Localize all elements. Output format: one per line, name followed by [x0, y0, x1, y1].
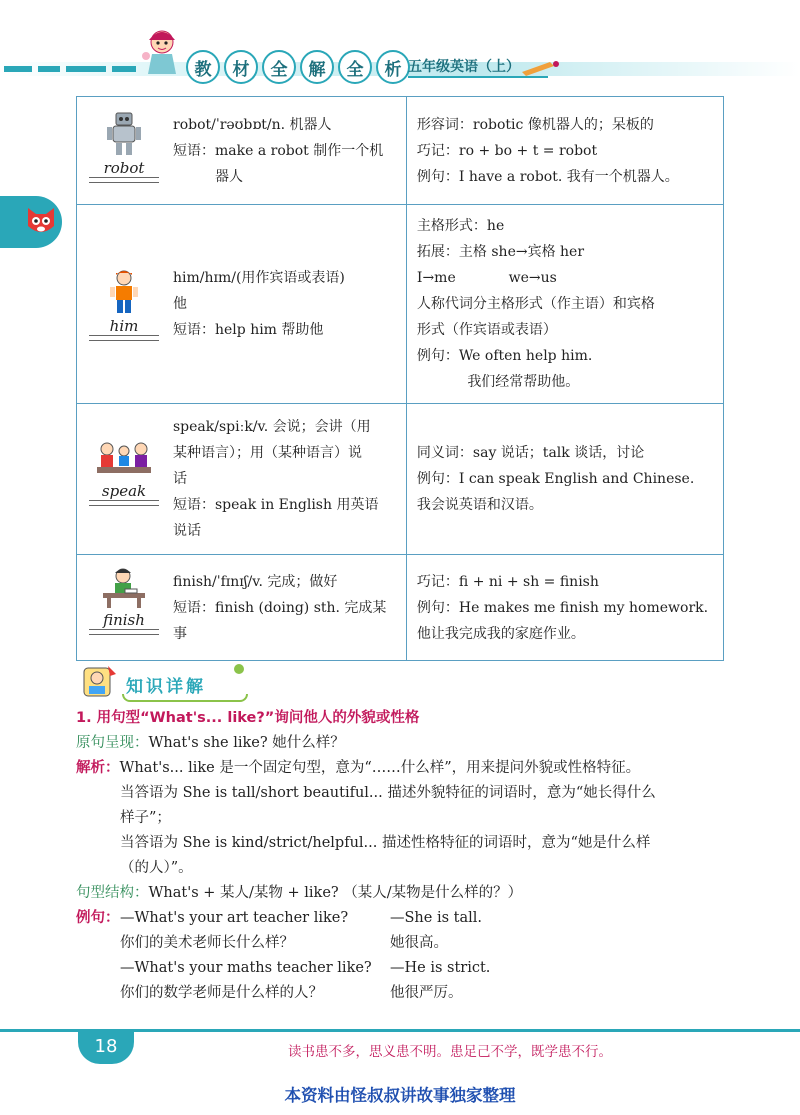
- example-row: [76, 956, 736, 981]
- mascot-girl-icon: [140, 26, 184, 78]
- note-line: 例句：I have a robot. 我有一个机器人。: [416, 168, 679, 185]
- chapter-side-tab: [0, 196, 62, 248]
- vocab-table: [76, 96, 724, 661]
- note-line: 巧记：ro + bo + t = robot: [416, 142, 598, 159]
- word-card-label: speak: [89, 482, 159, 501]
- people-talking-icon: [95, 440, 153, 480]
- example-answer: 他很严厉。: [390, 985, 463, 1001]
- definition-line: robot/ˈrəʊbɒt/n. 机器人: [173, 116, 332, 133]
- vocab-row: [77, 97, 724, 205]
- robot-icon: [105, 111, 143, 157]
- title-char: 解: [300, 50, 334, 84]
- note-line: 人称代词分主格形式（作主语）和宾格: [416, 296, 655, 312]
- note-line: 巧记：fi + ni + sh = finish: [416, 573, 599, 590]
- original-sentence: [76, 731, 736, 756]
- title-char: 析: [376, 50, 410, 84]
- note-line: 形式（作宾语或表语）: [416, 322, 557, 338]
- phrase-line: 短语：help him 帮助他: [173, 322, 324, 338]
- example-translation: 他让我完成我的家庭作业。: [416, 625, 585, 642]
- vocab-right-cell: [406, 97, 723, 205]
- word-card: [89, 567, 159, 635]
- boy-icon: [106, 269, 142, 315]
- vocab-row: [77, 205, 724, 404]
- header-dash: [112, 66, 136, 72]
- vocab-right-cell: [406, 555, 723, 661]
- note-line: 同义词：say 说话；talk 谈话，讨论: [416, 445, 645, 461]
- phrase-line: 短语：finish (doing) sth. 完成某: [173, 599, 387, 616]
- analysis-line: 当答语为 She is tall/short beautiful... 描述外貌特征的词语时，意为“她长得什么: [120, 785, 656, 801]
- structure-label: 句型结构：: [76, 885, 149, 901]
- grade-label: 五年级英语（上）: [408, 59, 520, 75]
- phrase-line: 事: [173, 625, 187, 642]
- word-card: [89, 269, 159, 341]
- vocab-definition: [173, 102, 406, 200]
- point-title: 1. 用句型“What's... like?”询问他人的外貌或性格: [76, 710, 420, 726]
- word-card-label: him: [89, 317, 159, 336]
- example-question: —What's your art teacher like?: [120, 910, 349, 926]
- phrase-line: 说话: [173, 523, 201, 539]
- phrase-line: 短语：make a robot 制作一个机: [173, 142, 384, 159]
- vocab-left-cell: [77, 555, 407, 661]
- vocab-right-cell: [406, 404, 723, 555]
- analysis-line: （的人）”。: [120, 860, 193, 876]
- definition-line: him/hɪm/(用作宾语或表语): [173, 270, 345, 286]
- title-char: 全: [338, 50, 372, 84]
- vocab-row: [77, 555, 724, 661]
- analysis-line: 解析：What's... like 是一个固定句型，意为“……什么样”，用来提问外貌或性格特征。: [76, 760, 641, 776]
- vocab-row: [77, 404, 724, 555]
- page-number: 18: [78, 1032, 134, 1064]
- example-row: [76, 981, 736, 1006]
- section-title: 知识详解: [126, 677, 206, 697]
- note-line: I→me we→us: [416, 270, 557, 286]
- vocab-right-cell: [406, 205, 723, 404]
- vocab-definition: [173, 255, 406, 353]
- structure-line: [76, 881, 736, 906]
- example-line: 例句：I can speak English and Chinese.: [416, 471, 695, 487]
- vocab-left-cell: [77, 97, 407, 205]
- header-dash: [4, 66, 32, 72]
- definition-line: 某种语言）；用（某种语言）说: [173, 445, 362, 461]
- fox-mascot-icon: [24, 204, 58, 238]
- definition-line: 他: [173, 296, 187, 312]
- section-title-underline: [122, 694, 248, 702]
- footer-motto: 读书患不多，思义患不明。患足己不学，既学患不行。: [288, 1044, 612, 1060]
- example-question: 你们的数学老师是什么样的人？: [120, 985, 323, 1001]
- definition-line: speak/spiːk/v. 会说；会讲（用: [173, 419, 371, 435]
- analysis-line: 样子”；: [120, 810, 171, 826]
- original-label: 原句呈现：: [76, 735, 149, 751]
- example-answer: 她很高。: [390, 935, 448, 951]
- example-label: 例句：: [76, 910, 120, 926]
- example-row: [76, 931, 736, 956]
- vocab-left-cell: [77, 404, 407, 555]
- note-line: 主格形式：he: [416, 218, 505, 234]
- example-line: 例句：We often help him.: [416, 348, 593, 364]
- title-char: 材: [224, 50, 258, 84]
- analysis-label: 解析：: [76, 760, 120, 776]
- header-dash: [38, 66, 60, 72]
- example-question: —What's your maths teacher like?: [120, 960, 372, 976]
- structure-text: What's + 某人/某物 + like? （某人/某物是什么样的？）: [148, 885, 523, 901]
- pencil-icon: [520, 58, 560, 76]
- vocab-left-cell: [77, 205, 407, 404]
- definition-line: finish/ˈfɪnɪʃ/v. 完成；做好: [173, 573, 338, 590]
- header-dash: [66, 66, 106, 72]
- example-translation: 我们经常帮助他。: [467, 374, 580, 390]
- analysis-line: 当答语为 She is kind/strict/helpful... 描述性格特征的词语时，意为“她是什么样: [120, 835, 651, 851]
- example-line: 例句：He makes me finish my homework.: [416, 599, 709, 616]
- grade-underline: [408, 76, 548, 78]
- example-answer: —He is strict.: [390, 960, 491, 976]
- example-question: 你们的美术老师长什么样？: [120, 935, 294, 951]
- note-line: 形容词：robotic 像机器人的；呆板的: [416, 116, 654, 133]
- example-row: [76, 906, 736, 931]
- word-card: [89, 111, 159, 183]
- word-card-label: robot: [89, 159, 159, 178]
- note-line: 拓展：主格 she→宾格 her: [416, 244, 585, 260]
- word-card: [89, 440, 159, 506]
- example-translation: 我会说英语和汉语。: [416, 497, 543, 513]
- phrase-line: 器人: [215, 168, 243, 185]
- definition-line: 话: [173, 471, 187, 487]
- vocab-definition: [173, 404, 406, 554]
- title-char: 全: [262, 50, 296, 84]
- original-text: What's she like? 她什么样？: [148, 735, 345, 751]
- page-header: [0, 0, 800, 90]
- title-char: 教: [186, 50, 220, 84]
- student-desk-icon: [101, 567, 147, 609]
- decor-dot: [234, 664, 244, 674]
- word-card-label: finish: [89, 611, 159, 630]
- vocab-definition: [173, 559, 406, 657]
- credit-line: 本资料由怪叔叔讲故事独家整理: [284, 1086, 516, 1105]
- phrase-line: 短语：speak in English 用英语: [173, 497, 379, 513]
- example-answer: —She is tall.: [390, 910, 483, 926]
- knowledge-content: [76, 706, 736, 1006]
